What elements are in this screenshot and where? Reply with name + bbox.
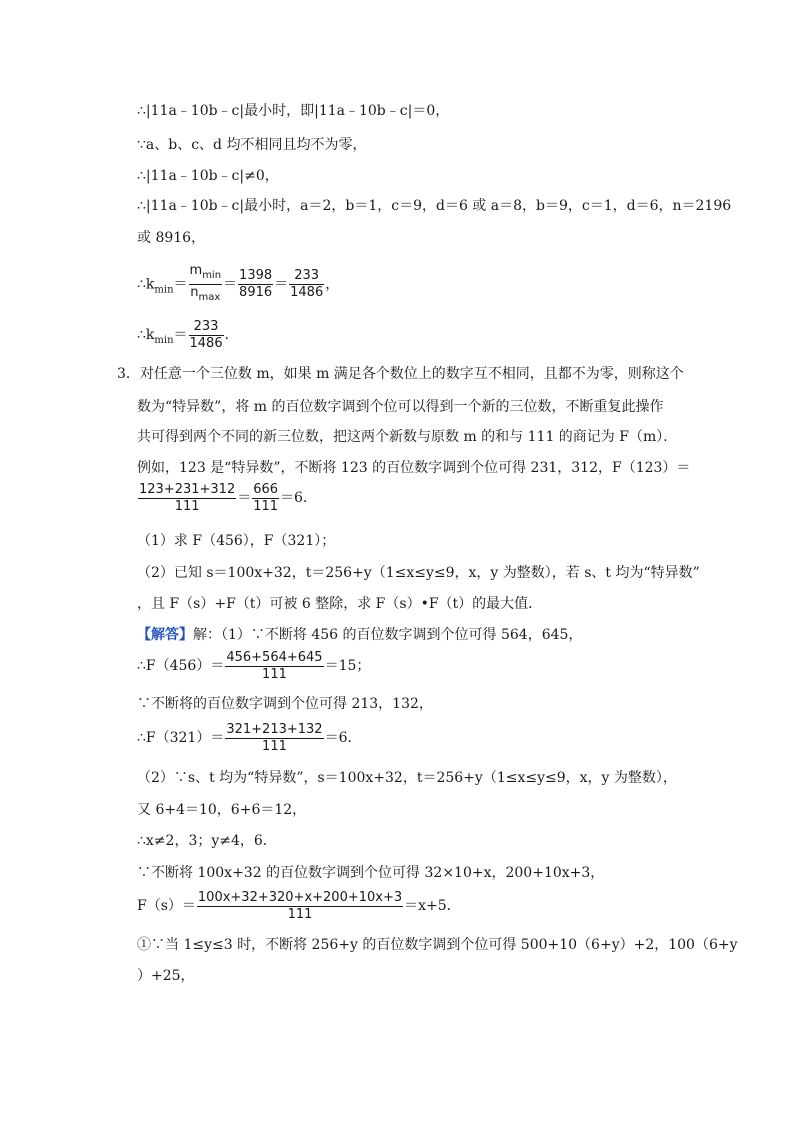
fraction-denominator: 1486	[189, 335, 223, 351]
example-formula	[137, 480, 317, 516]
fraction-denominator: 111	[262, 666, 287, 682]
answer-text: 解：（1）∵不断将 456 的百位数字调到个位可得 564，645，	[193, 627, 583, 643]
answer-line-6: 又 6+4＝10，6+6＝12，	[137, 802, 307, 818]
f321-lhs: ∴F（321）＝	[137, 730, 225, 746]
answer-line-8: ∵不断将 100x+32 的百位数字调到个位可得 32×10+x，200+10x+3，	[137, 865, 605, 881]
line-1: ∴|11a﹣10b﹣c|最小时，即|11a﹣10b﹣c|＝0，	[137, 103, 450, 119]
line-3: ∴|11a﹣10b﹣c|≠0，	[137, 168, 279, 184]
question-1: （1）求 F（456），F（321）；	[137, 533, 336, 549]
f321-formula	[137, 720, 362, 756]
fraction-denominator: 111	[287, 906, 313, 922]
problem-3-line-3: 共可得到两个不同的新三位数，把这两个新数与原数 m 的和与 111 的商记为 F（m）．	[137, 429, 678, 445]
f456-lhs: ∴F（456）＝	[137, 658, 225, 674]
equals-sign: ＝	[223, 276, 238, 293]
comma: ，	[325, 276, 340, 293]
answer-line-10: ①∵当 1≤y≤3 时，不断将 256+y 的百位数字调到个位可得 500+10（6+y）+2，100（6+y	[137, 937, 738, 953]
fraction-fs	[197, 890, 403, 923]
fraction-denominator: 111	[253, 498, 279, 514]
fraction-example-sum	[138, 482, 236, 515]
fraction-numerator: 1398	[239, 268, 273, 283]
fraction-numerator: 233	[289, 268, 324, 285]
kmin-sub: min	[154, 335, 174, 346]
fraction-denominator: 8916	[239, 285, 273, 300]
kmin-lhs: ∴k	[137, 327, 155, 343]
question-2-line-2: ，且 F（s）+F（t）可被 6 整除，求 F（s）•F（t）的最大值．	[137, 596, 543, 612]
kmin-lhs: ∴k	[137, 276, 155, 293]
answer-line-3: ∵不断将的百位数字调到个位可得 213，132，	[137, 696, 433, 712]
answer-line-5: （2）∵s、t 均为“特异数”，s＝100x+32，t＝256+y（1≤x≤y≤9，x，y 为整数），	[137, 770, 677, 786]
fraction-numerator	[189, 263, 223, 285]
line-4: ∴|11a﹣10b﹣c|最小时，a＝2，b＝1，c＝9，d＝6 或 a＝8，b＝9，c＝1，d＝6，n＝2196	[137, 198, 732, 214]
fraction-f321	[225, 722, 323, 755]
question-2-line-1: （2）已知 s＝100x+32，t＝256+y（1≤x≤y≤9，x，y 为整数），若 s、t 均为“特异数”	[137, 565, 700, 581]
equals-sign: ＝	[173, 327, 188, 343]
fraction-233-1486	[189, 319, 224, 352]
fraction-numerator: 100x+32+320+x+200+10x+3	[197, 889, 403, 905]
period: ．	[224, 327, 239, 343]
problem-3-line-2: 数为“特异数”，将 m 的百位数字调到个位可以得到一个新的三位数，不断重复此操作	[137, 399, 664, 415]
equals-sign: ＝	[173, 276, 188, 293]
fraction-m-over-n	[189, 263, 223, 306]
m-var: m	[189, 263, 203, 278]
f321-result: ＝6．	[324, 730, 362, 746]
fs-result: ＝x+5．	[404, 898, 461, 914]
fraction-666-111	[252, 482, 279, 515]
fraction-numerator: 666	[253, 481, 279, 497]
kmin-sub: min	[154, 284, 174, 296]
fraction-denominator: 1486	[290, 285, 324, 300]
n-var: n	[190, 285, 199, 300]
fraction-233-1486	[289, 268, 324, 301]
answer-tag: 【解答】	[137, 627, 193, 643]
equals-sign: ＝	[274, 276, 289, 293]
answer-line-11: ）+25，	[137, 968, 195, 984]
example-result: ＝6．	[280, 490, 317, 506]
fs-lhs: F（s）＝	[137, 898, 196, 914]
equals-sign: ＝	[237, 490, 252, 506]
fraction-numerator: 233	[189, 319, 224, 336]
answer-line-1	[137, 625, 582, 645]
f456-result: ＝15；	[324, 658, 371, 674]
line-2: ∵a、b、c、d 均不相同且均不为零，	[137, 137, 367, 153]
fs-formula	[137, 888, 461, 924]
m-sub: min	[202, 270, 222, 281]
n-sub: max	[198, 292, 221, 303]
line-5: 或 8916，	[137, 230, 206, 246]
kmin-formula-1	[137, 263, 339, 309]
problem-3-line-4: 例如，123 是“特异数”，不断将 123 的百位数字调到个位可得 231，312，F（123）＝	[137, 460, 691, 476]
fraction-denominator	[189, 285, 223, 306]
fraction-denominator: 111	[262, 738, 287, 754]
answer-line-7: ∴x≠2，3；y≠4，6．	[137, 833, 277, 849]
problem-3-line-1: 3．对任意一个三位数 m，如果 m 满足各个数位上的数字互不相同，且都不为零，则称这个	[117, 366, 684, 382]
fraction-numerator: 321+213+132	[226, 721, 323, 737]
fraction-f456	[225, 650, 323, 683]
kmin-formula-2	[137, 317, 239, 359]
fraction-denominator: 111	[174, 498, 200, 514]
fraction-numerator: 123+231+312	[139, 481, 236, 497]
f456-formula	[137, 648, 370, 684]
fraction-numerator: 456+564+645	[226, 649, 323, 665]
fraction-1398-8916	[238, 268, 273, 301]
